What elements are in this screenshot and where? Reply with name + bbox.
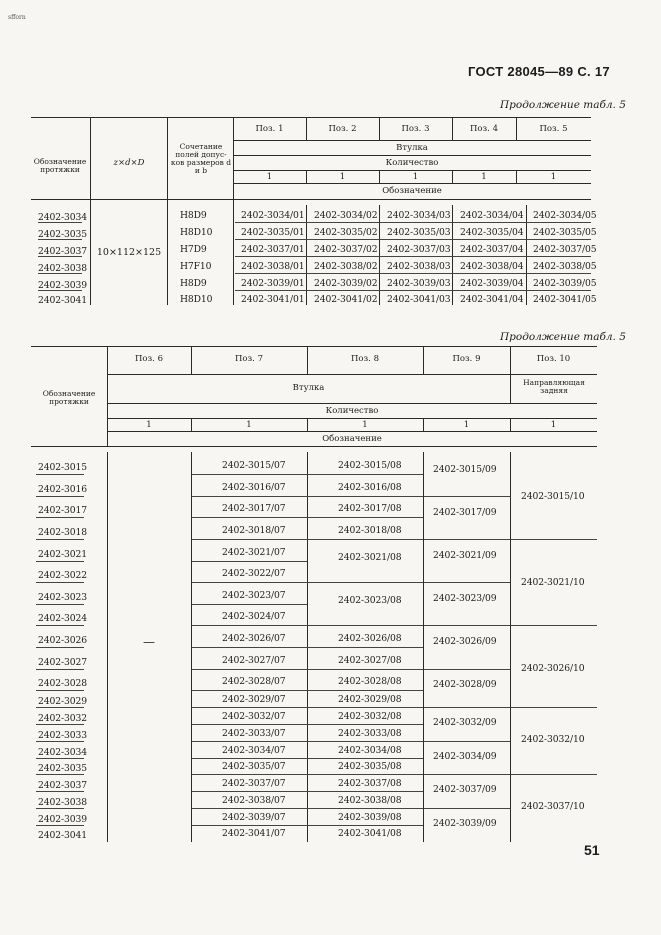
t2-p9-group-6: 2402-3028/09: [433, 679, 497, 690]
t2-p10-group-2: 2402-3021/10: [521, 577, 585, 588]
t2-p9-group-8: 2402-3034/09: [433, 751, 497, 762]
t2-qty-6: 1: [146, 420, 152, 430]
t1-pos-1: Поз. 1: [255, 124, 284, 134]
table2-continuation: Продолжение табл. 5: [500, 331, 626, 343]
t2-qty-9: 1: [463, 420, 470, 430]
t2-pos-8: Поз. 8: [351, 354, 379, 364]
t2-pos-6: Поз. 6: [135, 354, 163, 364]
corner-mark: sfforn: [8, 14, 26, 21]
t2-p10-group-3: 2402-3026/10: [521, 663, 585, 674]
table1-continuation: Продолжение табл. 5: [500, 99, 626, 111]
t2-p9-group-3: 2402-3021/09: [433, 550, 497, 561]
t2-p10-group-4: 2402-3032/10: [521, 734, 585, 745]
t1-qty-5: 1: [550, 172, 557, 182]
t1-qty-1: 1: [266, 172, 273, 182]
t2-designation-label: Обозначение: [322, 434, 382, 444]
t2-p9-group-9: 2402-3037/09: [433, 784, 497, 795]
t1-part-name: Втулка: [396, 143, 428, 153]
t2-p10-group-1: 2402-3015/10: [521, 491, 585, 502]
t2-col-designation: Обозначение протяжки: [42, 389, 96, 406]
t2-p9-group-10: 2402-3039/09: [433, 818, 497, 829]
t2-part-name: Втулка: [292, 383, 325, 393]
t2-p9-group-4: 2402-3023/09: [433, 593, 497, 604]
t1-qty-3: 1: [412, 172, 419, 182]
t1-col-size: z×d×D: [113, 158, 145, 168]
t2-pos6-dash: —: [143, 635, 155, 649]
t2-qty-8: 1: [362, 420, 368, 430]
t2-quantity-label: Количество: [325, 406, 379, 416]
t2-p9-group-7: 2402-3032/09: [433, 717, 497, 728]
t1-qty-2: 1: [339, 172, 346, 182]
t2-qty-7: 1: [246, 420, 252, 430]
t2-p9-group-5: 2402-3026/09: [433, 636, 497, 647]
t1-size-value: 10×112×125: [96, 247, 162, 258]
t2-guide-name: Направляющая задняя: [523, 378, 585, 395]
t1-pos-2: Поз. 2: [328, 124, 357, 134]
standard-header: ГОСТ 28045—89 С. 17: [468, 64, 610, 79]
t1-col-fits: Сочетание полей допус-ков размеров d и b: [170, 142, 232, 175]
t1-pos-4: Поз. 4: [470, 124, 498, 134]
page-number: 51: [584, 842, 600, 858]
t1-qty-4: 1: [481, 172, 487, 182]
t2-p9-group-1: 2402-3015/09: [433, 464, 497, 475]
t2-pos-10: Поз. 10: [536, 354, 571, 364]
t2-p9-group-2: 2402-3017/09: [433, 507, 497, 518]
t2-pos-7: Поз. 7: [235, 354, 263, 364]
t2-pos-9: Поз. 9: [452, 354, 481, 364]
t2-p10-group-5: 2402-3037/10: [521, 801, 585, 812]
t1-pos-5: Поз. 5: [539, 124, 568, 134]
t1-designation-label: Обозначение: [382, 186, 442, 196]
t1-quantity-label: Количество: [385, 158, 439, 168]
t1-col-designation: Обозначение протяжки: [33, 157, 87, 174]
t1-pos-3: Поз. 3: [401, 124, 430, 134]
t2-qty-10: 1: [550, 420, 557, 430]
